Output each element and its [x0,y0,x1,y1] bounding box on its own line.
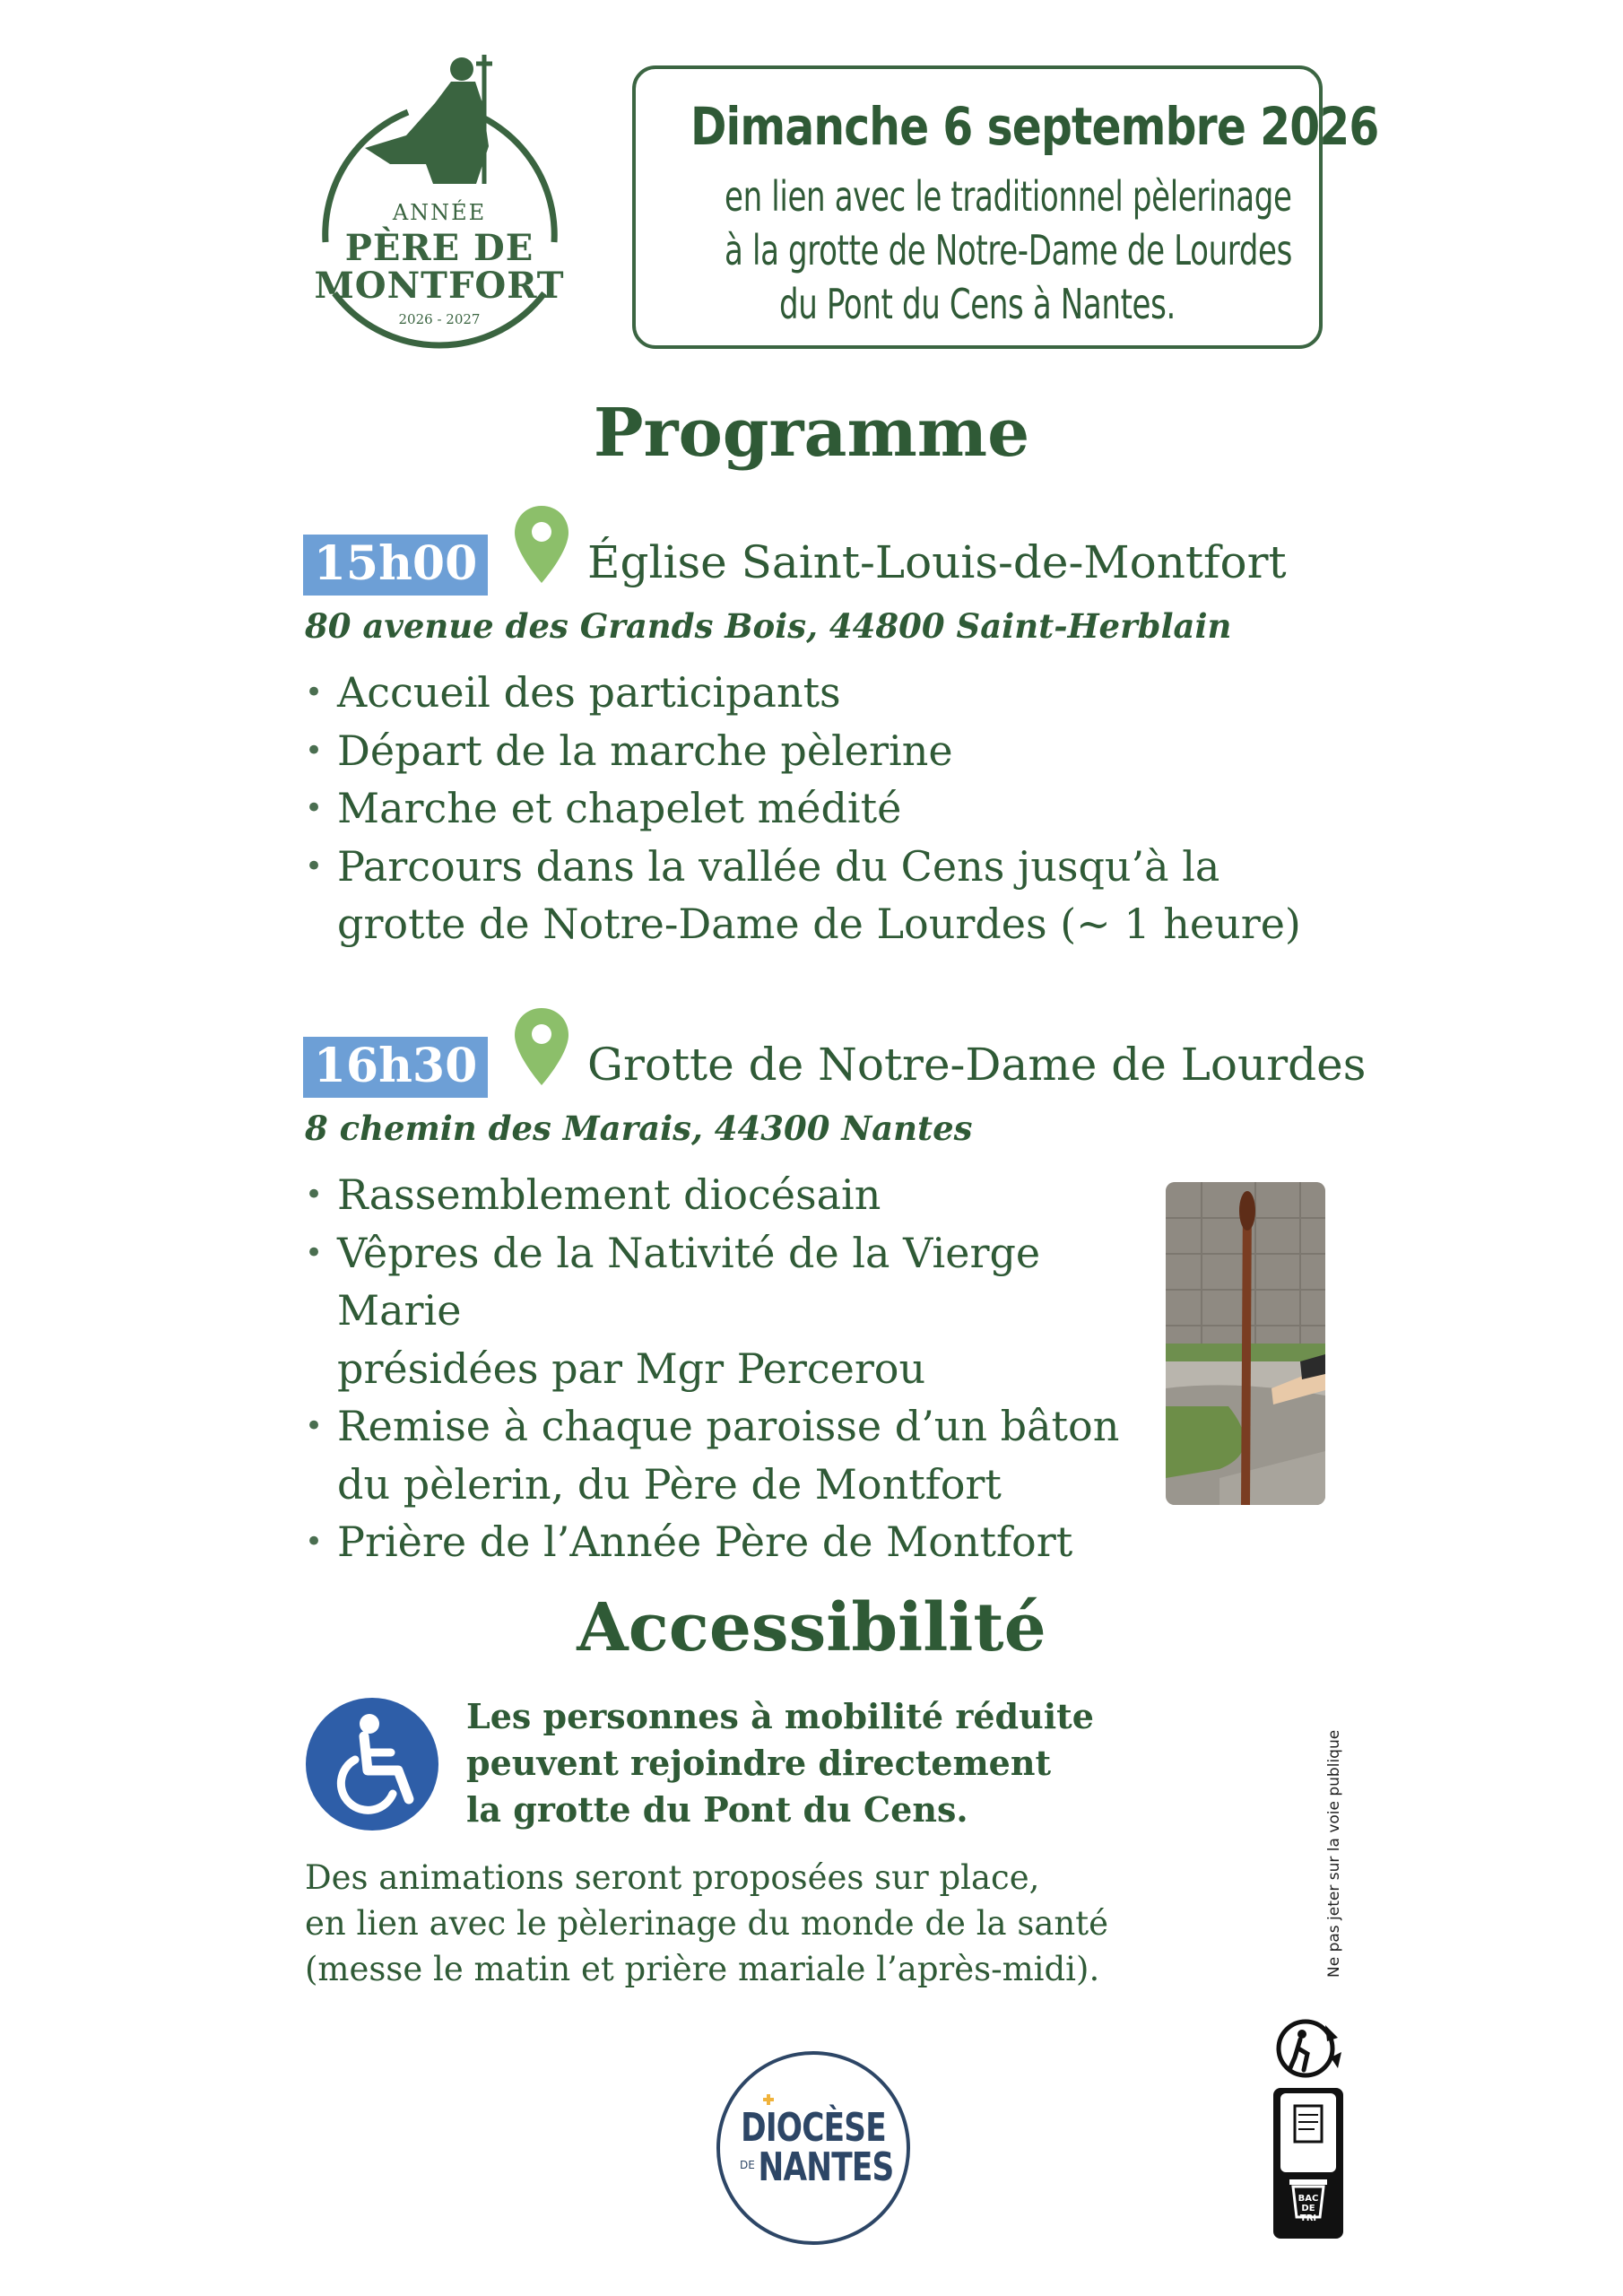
location-pin-icon [513,1006,570,1087]
event-date-line-1: en lien avec le traditionnel pèlerinage [725,172,1292,221]
address-1: 80 avenue des Grands Bois, 44800 Saint-Herblain [305,606,1232,646]
location-pin-icon [513,504,570,585]
time-badge-2: 16h30 [303,1037,488,1098]
diocese-nantes-logo [715,2049,912,2247]
logo-years: 2026 - 2027 [398,311,481,327]
paper-icon [1273,2088,1343,2178]
pilgrim-staff-photo [1166,1182,1325,1505]
event-1-list [303,664,1334,953]
list-item: • Marche et chapelet médité [303,779,1334,838]
list-item: • Vêpres de la Nativité de la Vierge Marie présidées par Mgr Percerou [303,1224,1155,1398]
accessibility-highlight: Les personnes à mobilité réduite peuvent rejoindre directement la grotte du Pont du Cens. [466,1696,1094,1830]
recycle-triman-icon [1273,2016,1343,2081]
wheelchair-icon [305,1697,439,1831]
accessibility-title: Accessibilité [577,1589,1046,1666]
logo-annee: ANNÉE [392,200,487,225]
list-item: • Rassemblement diocésain [303,1166,1155,1224]
tri-info-badge [1273,2088,1343,2239]
list-item: • Départ de la marche pèlerine [303,722,1334,780]
event-2-list [303,1166,1155,1571]
place-name-2: Grotte de Notre-Dame de Lourdes [587,1039,1367,1091]
address-2: 8 chemin des Marais, 44300 Nantes [305,1109,973,1148]
accessibility-description: Des animations seront proposées sur place, en lien avec le pèlerinage du monde de la santé (messe le matin et prière mariale l’après-midi). [305,1858,1108,1988]
diocese-de: DE [740,2159,755,2171]
list-item: • Parcours dans la vallée du Cens jusqu’à la grotte de Notre-Dame de Lourdes (~ 1 heure) [303,838,1334,953]
time-badge-1: 15h00 [303,535,488,596]
list-item: • Remise à chaque paroisse d’un bâton du pèlerin, du Père de Montfort [303,1397,1155,1513]
list-item: • Accueil des participants [303,664,1334,722]
place-name-1: Église Saint-Louis-de-Montfort [587,536,1287,588]
programme-title: Programme [593,395,1030,472]
event-date-box [632,65,1379,349]
event-date-line-2: à la grotte de Notre-Dame de Lourdes [725,226,1292,274]
logo-montfort: MONTFORT [314,265,565,307]
bac-de-tri-label: BAC DE TRI [1298,2194,1319,2223]
event-date-line-3: du Pont du Cens à Nantes. [779,280,1176,328]
logo-pere-de: PÈRE DE [344,227,534,269]
list-item: • Prière de l’Année Père de Montfort [303,1513,1155,1571]
diocese-line-1: DIOCÈSE [741,2105,886,2151]
annee-montfort-logo [300,49,578,354]
diocese-line-2: NANTES [758,2144,894,2190]
event-date-title: Dimanche 6 septembre 2026 [690,96,1379,157]
side-notice: Ne pas jeter sur la voie publique [1325,1729,1343,1978]
